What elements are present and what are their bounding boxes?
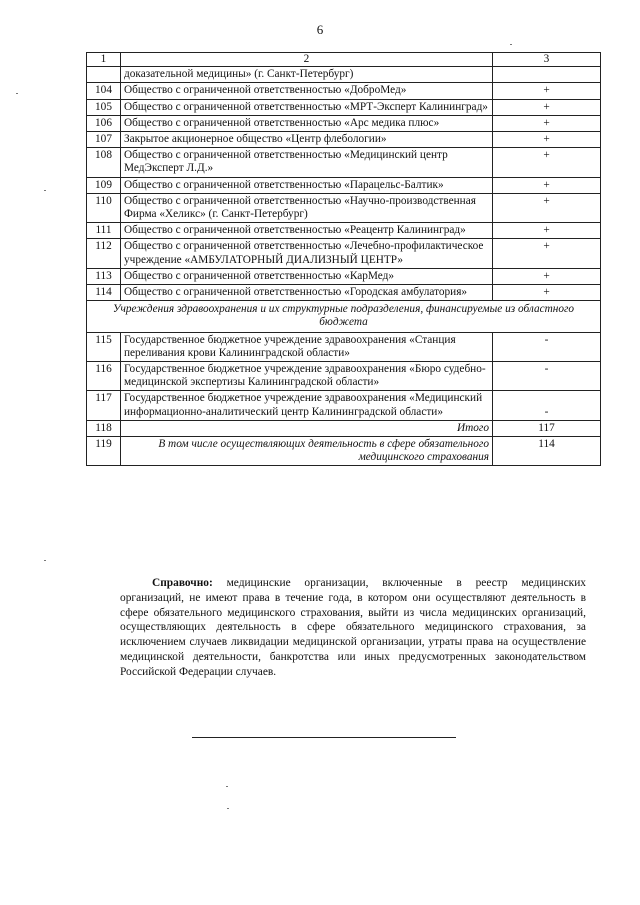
table-row [87,148,601,177]
row-number: 110 [87,193,121,222]
scan-speck [227,808,229,809]
total-row [87,420,601,436]
row-number: 111 [87,223,121,239]
row-number [87,67,121,83]
section-heading: Учреждения здравоохранения и их структурные подразделения, финансируемые из областного бюджета [87,301,601,332]
registry-table [86,52,601,466]
row-number: 115 [87,332,121,361]
scan-speck [226,786,228,787]
scan-speck [44,190,46,191]
row-organization-name: Общество с ограниченной ответственностью «Реацентр Калининград» [121,223,493,239]
table-header-row [87,53,601,67]
row-organization-name: Государственное бюджетное учреждение здравоохранения «Медицинский информационно-аналитический центр Калининградской области» [121,391,493,420]
row-oms-flag: + [493,268,601,284]
row-oms-flag [493,67,601,83]
row-organization-name: Общество с ограниченной ответственностью «Арс медика плюс» [121,115,493,131]
row-number: 113 [87,268,121,284]
row-oms-flag: + [493,193,601,222]
table-row [87,193,601,222]
note-text: медицинские организации, включенные в реестр медицинских организаций, не имеют права в течение года, в котором они осуществляют деятельность в сфере обязательного медицинского страхования, выйти из числа медицинских организаций, осуществляющих деятельность в сфере обязательного медицинского страхования, за исключением случаев ликвидации медицинской организации, утраты права на осуществление медицинской деятельности, банкротства или иных предусмотренных законодательством Российской Федерации случаев. [120,577,586,678]
column-header-flag: 3 [493,53,601,67]
table-row [87,391,601,420]
row-oms-flag: + [493,132,601,148]
row-number: 105 [87,99,121,115]
row-organization-name: Общество с ограниченной ответственностью «Медицинский центр МедЭксперт Л.Д.» [121,148,493,177]
row-oms-flag: + [493,99,601,115]
row-organization-name: Государственное бюджетное учреждение здравоохранения «Бюро судебно-медицинской экспертизы Калининградской области» [121,362,493,391]
row-organization-name: Закрытое акционерное общество «Центр флебологии» [121,132,493,148]
row-number: 109 [87,177,121,193]
row-number: 119 [87,437,121,466]
row-number: 106 [87,115,121,131]
scan-speck [510,44,512,45]
row-oms-flag: + [493,83,601,99]
table-row [87,177,601,193]
row-organization-name: Общество с ограниченной ответственностью «ДоброМед» [121,83,493,99]
table-row [87,83,601,99]
row-organization-name: Общество с ограниченной ответственностью «Городская амбулатория» [121,285,493,301]
row-organization-name: Общество с ограниченной ответственностью «Лечебно-профилактическое учреждение «АМБУЛАТОРНЫЙ ДИАЛИЗНЫЙ ЦЕНТР» [121,239,493,268]
row-number: 117 [87,391,121,420]
row-oms-flag: + [493,115,601,131]
table-row-continuation [87,67,601,83]
row-organization-name: Общество с ограниченной ответственностью «МРТ-Эксперт Калининград» [121,99,493,115]
row-number: 114 [87,285,121,301]
table-row [87,362,601,391]
oms-total-row [87,437,601,466]
row-oms-flag: - [493,362,601,391]
table-row [87,132,601,148]
row-number: 118 [87,420,121,436]
row-oms-flag: + [493,148,601,177]
oms-total-label: В том числе осуществляющих деятельность в сфере обязательного медицинского страхования [121,437,493,466]
note-lead: Справочно: [152,577,213,589]
column-header-number: 1 [87,53,121,67]
row-number: 116 [87,362,121,391]
reference-note [120,576,586,680]
page-number: 6 [316,22,324,37]
oms-total-value: 114 [493,437,601,466]
row-number: 112 [87,239,121,268]
total-label: Итого [121,420,493,436]
row-number: 107 [87,132,121,148]
scan-speck [44,560,46,561]
row-oms-flag: - [493,332,601,361]
row-oms-flag: + [493,285,601,301]
total-value: 117 [493,420,601,436]
row-oms-flag: + [493,239,601,268]
row-oms-flag: + [493,223,601,239]
section-heading-row [87,301,601,332]
row-oms-flag: - [493,391,601,420]
row-organization-name: Общество с ограниченной ответственностью «Парацельс-Балтик» [121,177,493,193]
row-organization-name: Общество с ограниченной ответственностью «Научно-производственная Фирма «Хеликс» (г. Санкт-Петербург) [121,193,493,222]
column-header-name: 2 [121,53,493,67]
table-row [87,239,601,268]
table-row [87,99,601,115]
closing-rule [192,737,456,738]
row-number: 108 [87,148,121,177]
row-number: 104 [87,83,121,99]
row-organization-name: доказательной медицины» (г. Санкт-Петербург) [121,67,493,83]
table-row [87,268,601,284]
table-row [87,285,601,301]
table-row [87,223,601,239]
row-oms-flag: + [493,177,601,193]
scan-speck [16,93,18,94]
row-organization-name: Государственное бюджетное учреждение здравоохранения «Станция переливания крови Калининградской области» [121,332,493,361]
table-row [87,332,601,361]
table-row [87,115,601,131]
row-organization-name: Общество с ограниченной ответственностью «КарМед» [121,268,493,284]
